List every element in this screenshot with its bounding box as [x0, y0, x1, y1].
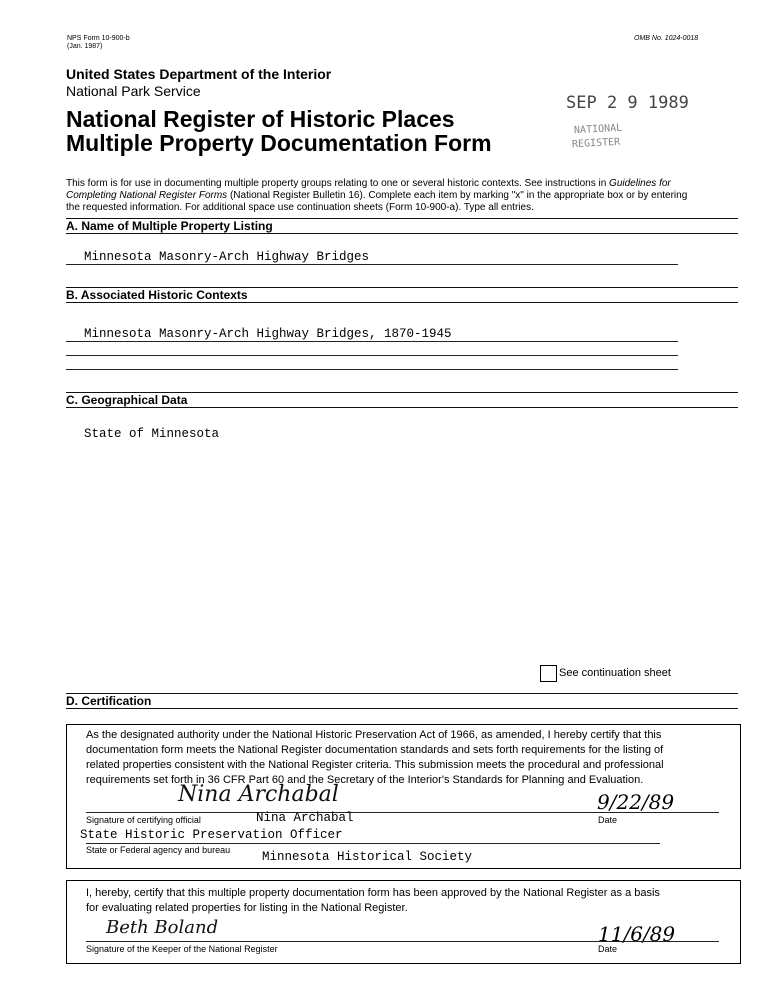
signature-line	[86, 812, 719, 813]
signature-label: Signature of certifying official	[86, 815, 201, 825]
certifying-official-name: Nina Archabal	[256, 811, 354, 825]
approval-line: I, hereby, certify that this multiple property documentation form has been approved by the National Register as a basis	[86, 887, 660, 899]
certification-line: As the designated authority under the National Historic Preservation Act of 1966, as amended, I hereby certify that this	[86, 729, 662, 741]
section-a-entry-line	[66, 264, 678, 265]
approval-line: for evaluating related properties for listing in the National Register.	[86, 902, 408, 914]
historic-context-entry: Minnesota Masonry-Arch Highway Bridges, 1870-1945	[84, 327, 452, 341]
section-a-bottom-rule	[66, 233, 738, 234]
section-d-top-rule	[66, 693, 738, 694]
intro-line2a: Completing National Register Forms	[66, 190, 228, 201]
agency-label: State or Federal agency and bureau	[86, 845, 231, 855]
received-stamp-line1: NATIONAL	[573, 122, 623, 137]
section-b-bottom-rule	[66, 302, 738, 303]
intro-line1b: Guidelines for	[609, 178, 671, 189]
agency-name: Minnesota Historical Society	[262, 850, 473, 864]
service-name: National Park Service	[66, 83, 201, 99]
certification-date-value: 9/22/89	[597, 790, 675, 814]
section-d-heading: D. Certification	[66, 694, 152, 708]
section-c-heading: C. Geographical Data	[66, 393, 188, 407]
intro-line2b: (National Register Bulletin 16). Complete each item by marking "x" in the appropriate box or by entering	[227, 190, 688, 201]
intro-line1a: This form is for use in documenting multiple property groups relating to one or several historic contexts. See instructions in	[66, 178, 610, 189]
multiple-property-name: Minnesota Masonry-Arch Highway Bridges	[84, 250, 370, 264]
certification-statement	[86, 728, 726, 788]
omb-number: OMB No. 1024-0018	[634, 35, 699, 42]
section-d-bottom-rule	[66, 708, 738, 709]
section-b-entry-line-3	[66, 369, 678, 370]
geographical-data-entry: State of Minnesota	[84, 427, 220, 441]
date-label: Date	[598, 815, 618, 825]
intro-line3: the requested information. For additional space use continuation sheets (Form 10-900-a). Type all entries.	[66, 202, 534, 213]
received-stamp-date: SEP 2 9 1989	[566, 93, 689, 113]
certification-line: related properties consistent with the National Register criteria. This submission meets the procedural and professional	[86, 759, 664, 771]
section-a-heading: A. Name of Multiple Property Listing	[66, 219, 273, 233]
certification-line: requirements set forth in 36 CFR Part 60 and the Secretary of the Interior's Standards for Planning and Evaluation.	[86, 774, 644, 786]
title-line	[86, 843, 660, 844]
certifying-signature: Nina Archabal	[178, 782, 339, 807]
approval-date-label: Date	[598, 944, 618, 954]
approval-date-value: 11/6/89	[598, 922, 676, 946]
department-name: United States Department of the Interior	[66, 66, 332, 82]
section-b-heading: B. Associated Historic Contexts	[66, 288, 248, 302]
official-title: State Historic Preservation Officer	[80, 828, 343, 842]
form-title-line1: National Register of Historic Places	[66, 106, 455, 132]
keeper-signature-image: Beth Boland	[106, 917, 219, 938]
form-title-line2: Multiple Property Documentation Form	[66, 130, 492, 156]
keeper-signature-line	[86, 941, 719, 942]
approval-statement	[86, 886, 726, 916]
keeper-signature-label: Signature of the Keeper of the National Register	[86, 944, 278, 954]
intro-text	[66, 178, 736, 214]
section-b-entry-line-1	[66, 341, 678, 342]
section-c-bottom-rule	[66, 407, 738, 408]
form-date: (Jan. 1987)	[67, 43, 103, 50]
continuation-label: See continuation sheet	[559, 667, 671, 679]
section-b-entry-line-2	[66, 355, 678, 356]
continuation-checkbox[interactable]	[540, 665, 557, 682]
form-number: NPS Form 10-900-b	[67, 35, 130, 42]
certification-line: documentation form meets the National Register documentation standards and sets forth requirements for the listing of	[86, 744, 664, 756]
received-stamp-line2: REGISTER	[571, 136, 621, 151]
